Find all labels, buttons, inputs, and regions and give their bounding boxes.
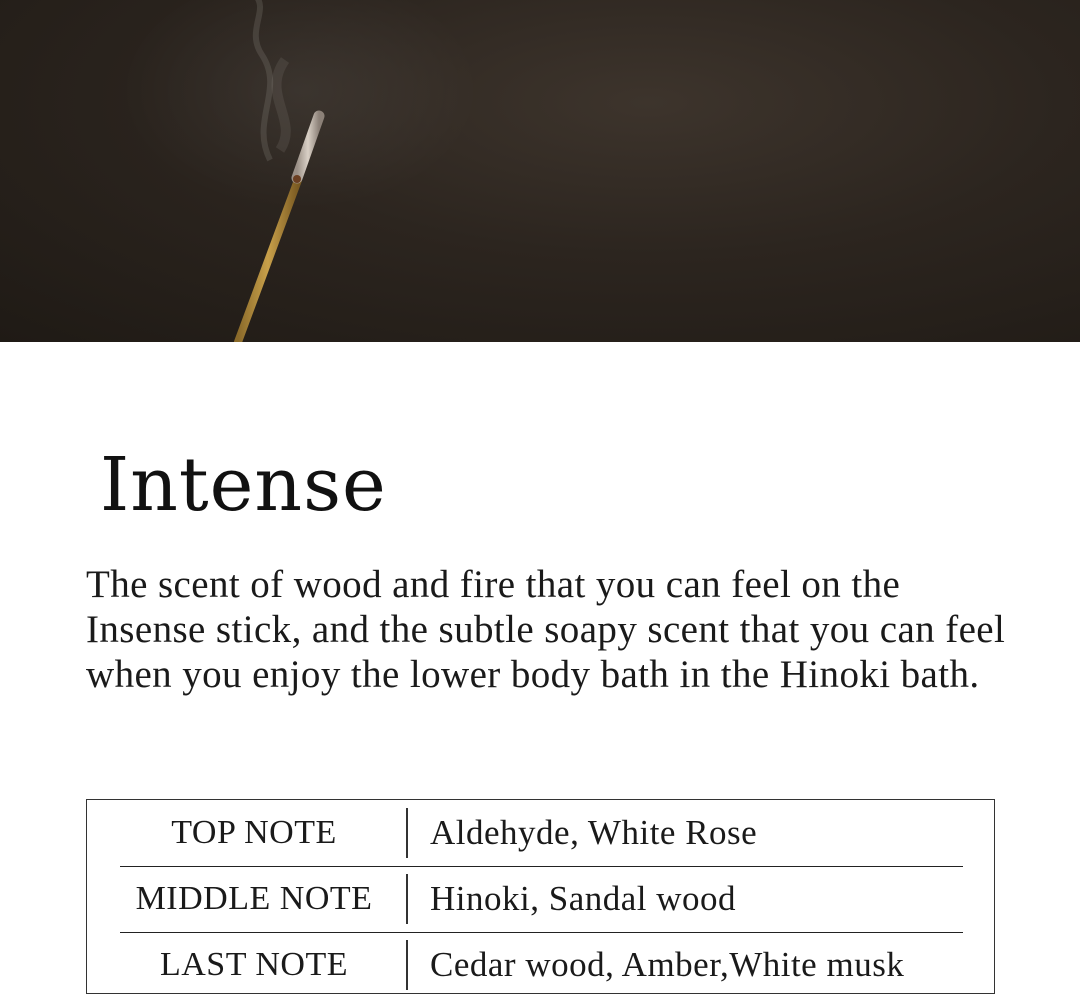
product-title: Intense xyxy=(100,442,387,528)
note-value: Cedar wood, Amber,White musk xyxy=(430,945,905,984)
note-row-top xyxy=(120,800,963,867)
fragrance-notes-table xyxy=(86,799,995,994)
note-row-middle xyxy=(120,866,963,933)
note-value: Hinoki, Sandal wood xyxy=(430,879,737,918)
note-row-last xyxy=(120,932,963,998)
product-description: The scent of wood and fire that you can feel on the Insense stick, and the subtle soapy scent that you can feel when you enjoy the lower body bath in the Hinoki bath. xyxy=(86,563,1006,696)
note-divider xyxy=(406,874,408,924)
hero-image xyxy=(0,0,1080,342)
note-divider xyxy=(406,808,408,858)
incense-stick-icon xyxy=(0,0,1080,342)
note-label: MIDDLE NOTE xyxy=(135,880,373,917)
note-label: TOP NOTE xyxy=(171,814,337,851)
note-divider xyxy=(406,940,408,990)
note-value: Aldehyde, White Rose xyxy=(430,813,758,852)
note-label: LAST NOTE xyxy=(159,946,349,983)
